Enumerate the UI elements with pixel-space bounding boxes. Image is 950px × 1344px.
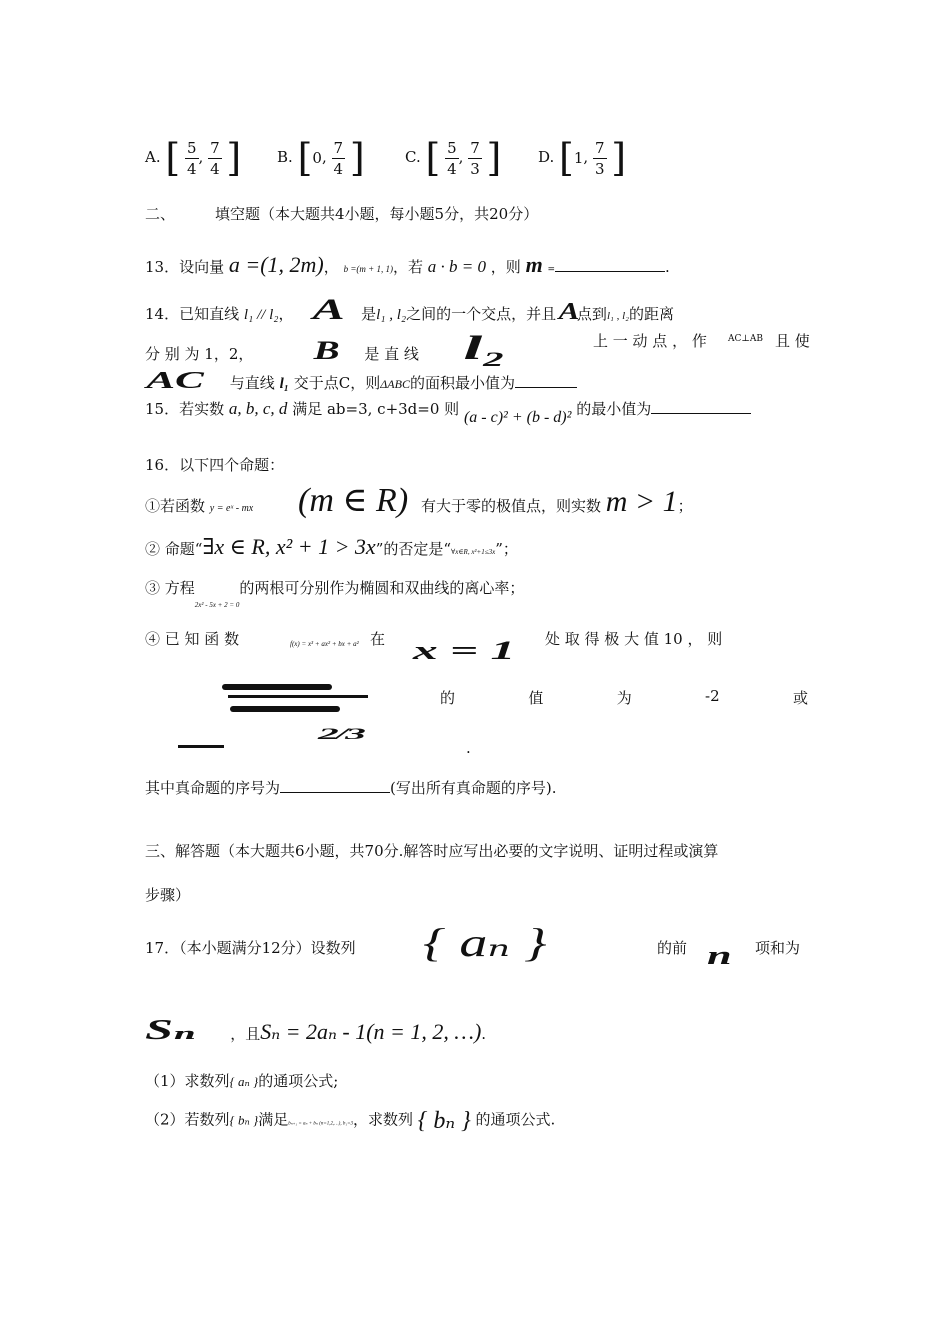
option-a: A. [ $\frac{5}{4}$ , $\frac{7}{4}$ ] bbox=[145, 136, 242, 180]
option-b-right-fraction: $\frac{7}{4}$ bbox=[333, 138, 344, 178]
option-c: C. [ $\frac{5}{4}$ , $\frac{7}{3}$ ] bbox=[405, 136, 502, 180]
question-17-line-1: 17．（本小题满分12分）设数列 { aₙ } 的前 n 项和为 bbox=[145, 920, 801, 970]
section-3-heading: 三、解答题（本大题共6小题，共70分.解答时应写出必要的文字说明、证明过程或演算 bbox=[145, 842, 719, 860]
proposition-2: ② 命题“∃x ∈ R, x² + 1 > 3x”的否定是“∀x∈R, x²+1≤3x”； bbox=[145, 534, 518, 559]
dot-product-condition: a · b = 0 bbox=[427, 257, 486, 276]
question-16-intro: 16．以下四个命题： bbox=[145, 456, 285, 474]
minus-sign bbox=[178, 745, 224, 748]
option-c-right-fraction: $\frac{7}{3}$ bbox=[470, 138, 480, 178]
option-a-label: A. bbox=[145, 148, 161, 166]
option-b: B. [0, $\frac{7}{4}$ ] bbox=[277, 136, 365, 180]
question-17-part-1: （1）求数列{ aₙ }的通项公式; bbox=[145, 1072, 339, 1090]
question-14-line-2: 分 别 为 1，2， B 是 直 线 l₂ 上 一 动 点 ， 作 AC⊥AB 且 使 bbox=[145, 330, 810, 367]
proposition-4-line-3: 2/3 . bbox=[318, 726, 471, 757]
question-15: 15．若实数 a, b, c, d 满足 ab=3, c+3d=0 则 (a - c)² + (b - d)² 的最小值为 bbox=[145, 398, 751, 419]
option-a-right-fraction: $\frac{7}{4}$ bbox=[210, 138, 220, 178]
option-c-label: C. bbox=[405, 148, 421, 166]
option-b-label: B. bbox=[277, 148, 293, 166]
proposition-4-line-2: 的 值 为 -2 或 bbox=[440, 687, 808, 707]
option-a-left-fraction: $\frac{5}{4}$ bbox=[187, 138, 197, 178]
option-d-right-fraction: $\frac{7}{3}$ bbox=[594, 138, 605, 178]
question-14-line-3: AC 与直线 l₁ 交于点C，则ΔABC的面积最小值为 bbox=[145, 368, 577, 395]
option-d: D. [1, $\frac{7}{3}$ ] bbox=[538, 136, 627, 180]
section-3-heading-cont: 步骤） bbox=[145, 886, 191, 904]
section-2-heading: 二、 填空题（本大题共4小题，每小题5分，共20分） bbox=[145, 205, 539, 223]
smeared-glyph bbox=[222, 684, 332, 690]
question-13: 13．设向量 a =(1, 2m)， b =(m + 1, 1)，若 a · b = 0 ，则 m = . bbox=[145, 252, 670, 277]
question-17-line-2: Sₙ ，且Sₙ = 2aₙ - 1(n = 1, 2, …). bbox=[145, 1015, 487, 1046]
vector-a: a =(1, 2m) bbox=[228, 252, 324, 277]
answer-blank-15[interactable] bbox=[651, 413, 751, 414]
question-14-line-1: 14．已知直线 l₁ // l₂， A 是l₁ , l₂之间的一个交点，并且 A点到l₁ , l₂的距离 bbox=[145, 293, 674, 326]
smeared-glyph bbox=[230, 706, 340, 712]
line-l2: l₂ bbox=[462, 330, 506, 367]
proposition-4-line-1: ④ 已 知 函 数 f(x) = x³ + ax² + bx + a² 在 x = 1 处 取 得 极 大 值 10 ， 则 bbox=[145, 630, 723, 665]
proposition-3: ③ 方程$_{2x^2 - 5x + 2 = 0}$的两根可分别作为椭圆和双曲线的离心率； bbox=[145, 579, 525, 609]
answer-blank-14[interactable] bbox=[515, 387, 577, 388]
answer-blank-16[interactable] bbox=[280, 792, 390, 793]
question-17-part-2: （2）若数列{ bₙ }满足bₙ₊₁ = aₙ + bₙ (n=1,2,…), b₁=3，求数列 { bₙ } 的通项公式. bbox=[145, 1108, 556, 1134]
smeared-glyph bbox=[228, 695, 368, 698]
option-d-label: D. bbox=[538, 148, 555, 166]
vector-b: b =(m + 1, 1) bbox=[343, 264, 393, 274]
proposition-1: ①若函数 y = eˣ - mx (m ∈ R) 有大于零的极值点，则实数 m > 1； bbox=[145, 482, 693, 519]
answer-blank-13[interactable] bbox=[555, 271, 665, 272]
option-c-left-fraction: $\frac{5}{4}$ bbox=[447, 138, 457, 178]
question-16-answer: 其中真命题的序号为 (写出所有真命题的序号). bbox=[145, 779, 557, 797]
